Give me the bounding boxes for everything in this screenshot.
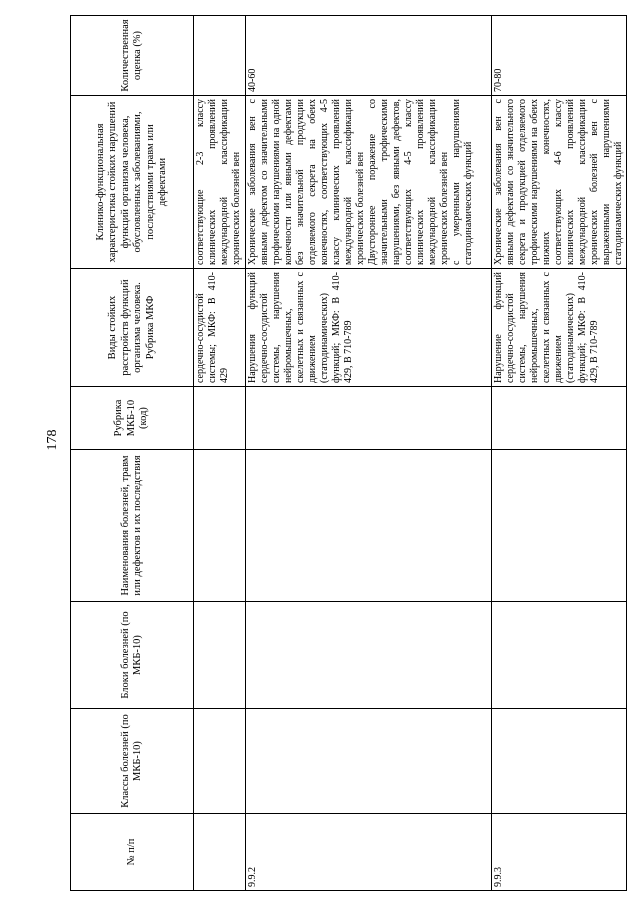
row-rating	[194, 16, 246, 96]
clinical-paragraph: Хронические заболевания вен с явными дефектом со значительными трофическими нарушениями на одной конечности или явными дефектами без значительной продукции отделяемого секрета на обеих конечностях, соответствующих 4-5 классу клинических проявлений международной классификации хронических болезней вен	[247, 99, 366, 265]
header-blocks: Блоки болезней (по МКБ-10)	[71, 602, 194, 709]
row-rubric	[194, 387, 246, 450]
table-row	[492, 16, 627, 891]
row-clinical	[246, 96, 492, 269]
table-row	[194, 16, 246, 891]
header-kinds: Виды стойких расстройств функций организма человека. Рубрика МКФ	[71, 269, 194, 387]
table-row	[246, 16, 492, 891]
row-blocks	[492, 602, 627, 709]
row-classes	[492, 709, 627, 814]
clinical-paragraph: Хронические заболевания вен с явными дефектами со значительного секрета и продукцией отделяемого трофическими нарушениями на обеих нижних конечностях, соответствующих 4-6 классу клинических проявлений международной классификации хронических болезней вен с выраженными нарушениями статодинамических функций	[493, 99, 624, 265]
row-kinds: Нарушения функций сердечно-сосудистой системы, нарушения нейромышечных, скелетных и связанных с движением (статодинамических) функций; МКФ: B 410-429, B 710-789	[246, 269, 492, 387]
row-name	[194, 450, 246, 602]
row-num: 9.9.2	[246, 814, 492, 891]
row-blocks	[246, 602, 492, 709]
row-classes	[246, 709, 492, 814]
header-num: № п/п	[71, 814, 194, 891]
clinical-paragraph: соответствующие 2-3 классу клинических проявлений международной классификации хронических болезней вен	[195, 99, 242, 265]
page-number: 178	[45, 429, 60, 451]
row-rating: 70-80	[492, 16, 627, 96]
row-rating: 40-60	[246, 16, 492, 96]
clinical-paragraph: с умеренными нарушениями статодинамических функций	[451, 99, 474, 265]
header-name: Наименования болезней, травм или дефектов и их последствия	[71, 450, 194, 602]
row-rubric	[492, 387, 627, 450]
row-clinical	[492, 96, 627, 269]
row-clinical	[194, 96, 246, 269]
row-num	[194, 814, 246, 891]
header-classes: Классы болезней (по МКБ-10)	[71, 709, 194, 814]
header-clinical: Клинико-функциональная характеристика стойких нарушений функций организма человека, обусловленных заболеваниями, последствиями травм или дефектами	[71, 96, 194, 269]
row-name	[492, 450, 627, 602]
row-rubric	[246, 387, 492, 450]
clinical-paragraph: Двустороннее поражение со значительными трофическими нарушениями, без явными дефектов, соответствующих 4-5 классу клинических проявлений международной классификации хронических болезней вен	[367, 99, 450, 265]
row-num: 9.9.3	[492, 814, 627, 891]
row-name	[246, 450, 492, 602]
row-blocks	[194, 602, 246, 709]
header-rating: Количественная оценка (%)	[71, 16, 194, 96]
rotated-page	[70, 16, 624, 891]
disability-table	[70, 15, 627, 891]
row-kinds: Нарушение функций сердечно-сосудистой системы, нарушения нейромышечных, скелетных и связанных с движением (статодинамических) функций; МКФ: B 410-429, B 710-789	[492, 269, 627, 387]
row-kinds: сердечно-сосудистой системы; МКФ: B 410-429	[194, 269, 246, 387]
header-row	[71, 16, 194, 891]
row-classes	[194, 709, 246, 814]
header-rubric: Рубрика МКБ-10 (код)	[71, 387, 194, 450]
